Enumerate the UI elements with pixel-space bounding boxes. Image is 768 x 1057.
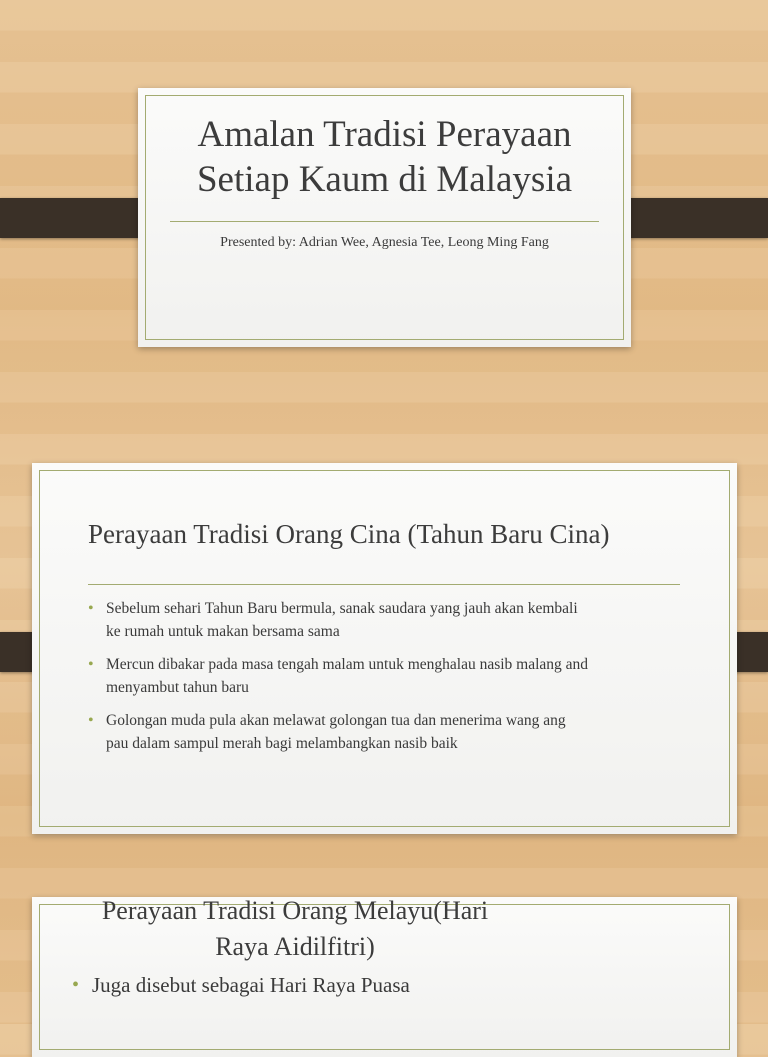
- slide-title-heading: [138, 112, 631, 202]
- band-right-1: [613, 198, 768, 238]
- list-item: [88, 709, 698, 755]
- slide-heading: [65, 893, 525, 965]
- bullet-icon: •: [88, 712, 94, 729]
- bullet-list: [88, 597, 698, 765]
- title-line-1: Amalan Tradisi Perayaan: [197, 114, 572, 155]
- presenters-line: Presented by: Adrian Wee, Agnesia Tee, Leong Ming Fang: [220, 235, 549, 250]
- band-left-1: [0, 198, 155, 238]
- bullet-line: ke rumah untuk makan bersama sama: [106, 623, 340, 640]
- slide-title[interactable]: [138, 88, 631, 347]
- bullet-line: pau dalam sampul merah bagi melambangkan nasib baik: [106, 735, 458, 752]
- bullet-list: [72, 971, 692, 1009]
- list-item: [72, 971, 692, 999]
- title-line-2: Setiap Kaum di Malaysia: [196, 159, 573, 200]
- list-item: [88, 597, 698, 643]
- bullet-line: Golongan muda pula akan melawat golongan tua dan menerima wang ang: [106, 712, 566, 729]
- slide-chinese-new-year[interactable]: [32, 463, 737, 834]
- bullet-line: Juga disebut sebagai Hari Raya Puasa: [92, 973, 410, 997]
- bullet-icon: •: [88, 656, 94, 673]
- heading-line-2: Raya Aidilfitri): [215, 932, 375, 961]
- heading-divider: [88, 584, 680, 585]
- bullet-line: Mercun dibakar pada masa tengah malam untuk menghalau nasib malang and: [106, 656, 589, 673]
- heading-line-1: Perayaan Tradisi Orang Melayu(Hari: [101, 896, 489, 925]
- bullet-line: menyambut tahun baru: [106, 679, 249, 696]
- slide-hari-raya[interactable]: [32, 897, 737, 1057]
- list-item: [88, 653, 698, 699]
- slide-heading: Perayaan Tradisi Orang Cina (Tahun Baru Cina): [88, 519, 610, 549]
- bullet-icon: •: [88, 600, 94, 617]
- bullet-line: Sebelum sehari Tahun Baru bermula, sanak saudara yang jauh akan kembali: [106, 600, 578, 617]
- title-divider: [170, 221, 599, 222]
- bullet-icon: •: [72, 974, 80, 996]
